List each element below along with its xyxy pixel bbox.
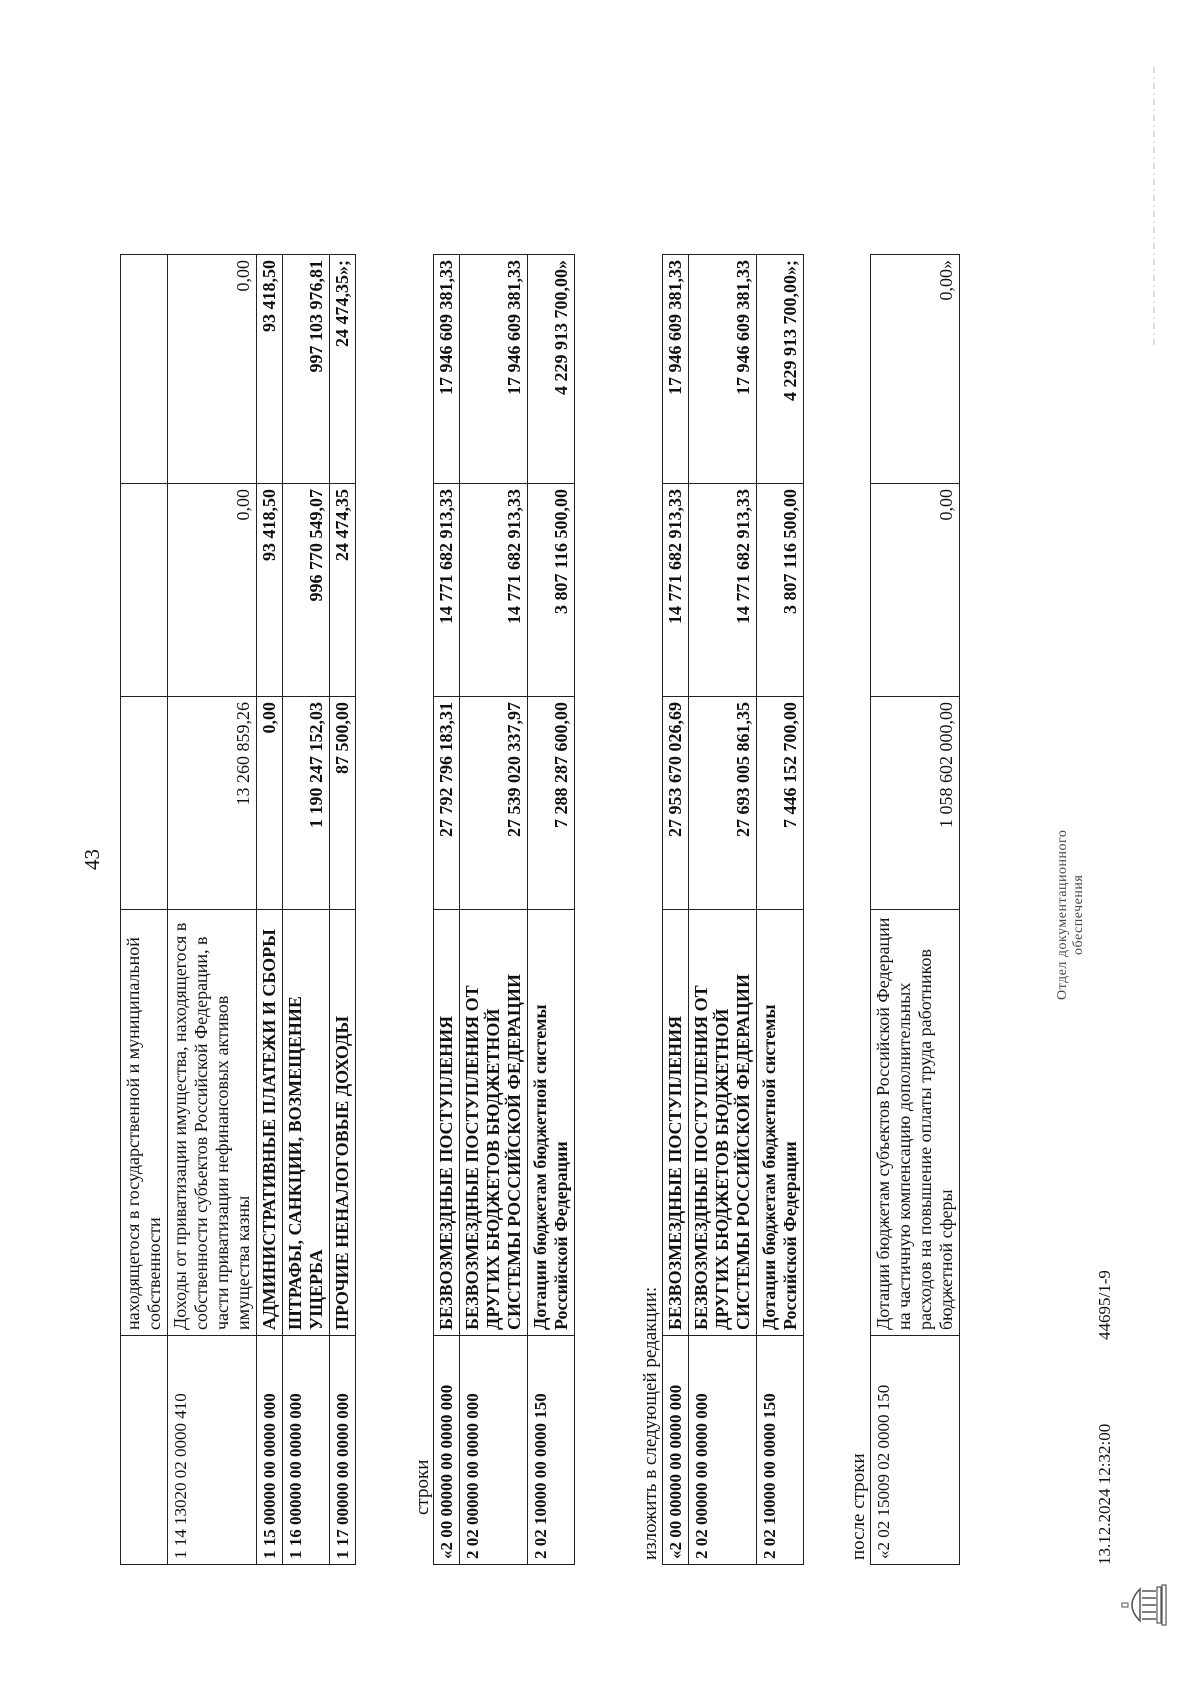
budget-code-cell bbox=[121, 1336, 168, 1565]
table-row bbox=[871, 255, 960, 1565]
amount-2024-cell: 27 539 020 337,97 bbox=[460, 697, 528, 910]
footer-timestamp: 13.12.2024 12:32:00 bbox=[1095, 1423, 1114, 1565]
revenue-name-cell: БЕЗВОЗМЕЗДНЫЕ ПОСТУПЛЕНИЯ bbox=[434, 910, 460, 1336]
revenue-table-continuation bbox=[120, 254, 356, 1565]
revenue-name-cell: Дотации бюджетам бюджетной системы Российской Федерации bbox=[528, 910, 575, 1336]
amount-2025-cell bbox=[121, 484, 168, 697]
amount-2026-cell: 4 229 913 700,00»; bbox=[757, 255, 804, 484]
table-row bbox=[330, 255, 356, 1565]
amount-2025-cell: 14 771 682 913,33 bbox=[460, 484, 528, 697]
scan-artifact-decoration bbox=[1150, 65, 1158, 345]
seal-logo-icon bbox=[1120, 1581, 1168, 1629]
budget-code-cell: 1 16 00000 00 0000 000 bbox=[283, 1336, 330, 1565]
revenue-name-cell: находящегося в государственной и муниципальной собственности bbox=[121, 910, 168, 1336]
amount-2025-cell: 996 770 549,07 bbox=[283, 484, 330, 697]
revenue-name-cell: БЕЗВОЗМЕЗДНЫЕ ПОСТУПЛЕНИЯ bbox=[663, 910, 689, 1336]
amount-2026-cell bbox=[121, 255, 168, 484]
budget-code-cell: 2 02 00000 00 0000 000 bbox=[689, 1336, 757, 1565]
budget-code-cell: 1 14 13020 02 0000 410 bbox=[168, 1336, 257, 1565]
amount-2026-cell: 0,00» bbox=[871, 255, 960, 484]
table-row bbox=[757, 255, 804, 1565]
amount-2026-cell: 997 103 976,81 bbox=[283, 255, 330, 484]
budget-code-cell: 2 02 10000 00 0000 150 bbox=[528, 1336, 575, 1565]
new-edition-table bbox=[662, 254, 804, 1565]
budget-code-cell: «2 00 00000 00 0000 000 bbox=[434, 1336, 460, 1565]
amount-2024-cell: 27 792 796 183,31 bbox=[434, 697, 460, 910]
budget-code-cell: 1 17 00000 00 0000 000 bbox=[330, 1336, 356, 1565]
amount-2024-cell: 27 953 670 026,69 bbox=[663, 697, 689, 910]
rows-to-replace-table bbox=[433, 254, 575, 1565]
amount-2025-cell: 14 771 682 913,33 bbox=[663, 484, 689, 697]
label-after-row: после строки bbox=[848, 1453, 869, 1560]
amount-2025-cell: 3 807 116 500,00 bbox=[757, 484, 804, 697]
amount-2026-cell: 24 474,35»; bbox=[330, 255, 356, 484]
revenue-name-cell: БЕЗВОЗМЕЗДНЫЕ ПОСТУПЛЕНИЯ ОТ ДРУГИХ БЮДЖЕТОВ БЮДЖЕТНОЙ СИСТЕМЫ РОССИЙСКОЙ ФЕДЕРАЦИИ bbox=[689, 910, 757, 1336]
amount-2024-cell: 27 693 005 861,35 bbox=[689, 697, 757, 910]
revenue-name-cell: Дотации бюджетам бюджетной системы Российской Федерации bbox=[757, 910, 804, 1336]
revenue-name-cell: ПРОЧИЕ НЕНАЛОГОВЫЕ ДОХОДЫ bbox=[330, 910, 356, 1336]
amount-2024-cell: 7 446 152 700,00 bbox=[757, 697, 804, 910]
revenue-name-cell: АДМИНИСТРАТИВНЫЕ ПЛАТЕЖИ И СБОРЫ bbox=[257, 910, 283, 1336]
revenue-name-cell: БЕЗВОЗМЕЗДНЫЕ ПОСТУПЛЕНИЯ ОТ ДРУГИХ БЮДЖЕТОВ БЮДЖЕТНОЙ СИСТЕМЫ РОССИЙСКОЙ ФЕДЕРАЦИИ bbox=[460, 910, 528, 1336]
revenue-name-cell: Дотации бюджетам субъектов Российской Федерации на частичную компенсацию дополнительных расходов на повышение оплаты труда работников бюджетной сферы bbox=[871, 910, 960, 1336]
amount-2024-cell: 0,00 bbox=[257, 697, 283, 910]
amount-2024-cell: 87 500,00 bbox=[330, 697, 356, 910]
amount-2024-cell: 1 058 602 000,00 bbox=[871, 697, 960, 910]
table-row bbox=[257, 255, 283, 1565]
table-row bbox=[168, 255, 257, 1565]
budget-code-cell: 2 02 10000 00 0000 150 bbox=[757, 1336, 804, 1565]
table-row bbox=[283, 255, 330, 1565]
dept-line-1: Отдел документационного bbox=[1055, 829, 1070, 1000]
table-row bbox=[663, 255, 689, 1565]
revenue-name-cell: ШТРАФЫ, САНКЦИИ, ВОЗМЕЩЕНИЕ УЩЕРБА bbox=[283, 910, 330, 1336]
amount-2025-cell: 3 807 116 500,00 bbox=[528, 484, 575, 697]
amount-2025-cell: 0,00 bbox=[168, 484, 257, 697]
footer-document-id: 44695/1-9 bbox=[1095, 1270, 1114, 1340]
amount-2025-cell: 0,00 bbox=[871, 484, 960, 697]
amount-2025-cell: 93 418,50 bbox=[257, 484, 283, 697]
amount-2025-cell: 14 771 682 913,33 bbox=[434, 484, 460, 697]
budget-code-cell: «2 02 15009 02 0000 150 bbox=[871, 1336, 960, 1565]
dept-line-2: обеспечения bbox=[1071, 874, 1086, 955]
amount-2024-cell: 7 288 287 600,00 bbox=[528, 697, 575, 910]
table-row bbox=[460, 255, 528, 1565]
table-row bbox=[689, 255, 757, 1565]
after-row-table bbox=[870, 254, 960, 1565]
label-new-edition: изложить в следующей редакции: bbox=[640, 1286, 661, 1560]
amount-2024-cell: 13 260 859,26 bbox=[168, 697, 257, 910]
amount-2024-cell: 1 190 247 152,03 bbox=[283, 697, 330, 910]
label-rows: строки bbox=[412, 1459, 433, 1515]
amount-2026-cell: 4 229 913 700,00» bbox=[528, 255, 575, 484]
amount-2026-cell: 17 946 609 381,33 bbox=[460, 255, 528, 484]
amount-2026-cell: 17 946 609 381,33 bbox=[689, 255, 757, 484]
budget-code-cell: 1 15 00000 00 0000 000 bbox=[257, 1336, 283, 1565]
table-row bbox=[121, 255, 168, 1565]
amount-2024-cell bbox=[121, 697, 168, 910]
table-row bbox=[434, 255, 460, 1565]
amount-2026-cell: 0,00 bbox=[168, 255, 257, 484]
page-number: 43 bbox=[80, 849, 104, 870]
footer-department-stamp bbox=[1055, 830, 1087, 1000]
budget-code-cell: «2 00 00000 00 0000 000 bbox=[663, 1336, 689, 1565]
amount-2026-cell: 17 946 609 381,33 bbox=[663, 255, 689, 484]
revenue-name-cell: Доходы от приватизации имущества, находящегося в собственности субъектов Российской Федерации, в части приватизации нефинансовых активов имущества казны bbox=[168, 910, 257, 1336]
budget-code-cell: 2 02 00000 00 0000 000 bbox=[460, 1336, 528, 1565]
amount-2025-cell: 14 771 682 913,33 bbox=[689, 484, 757, 697]
amount-2025-cell: 24 474,35 bbox=[330, 484, 356, 697]
amount-2026-cell: 93 418,50 bbox=[257, 255, 283, 484]
amount-2026-cell: 17 946 609 381,33 bbox=[434, 255, 460, 484]
table-row bbox=[528, 255, 575, 1565]
